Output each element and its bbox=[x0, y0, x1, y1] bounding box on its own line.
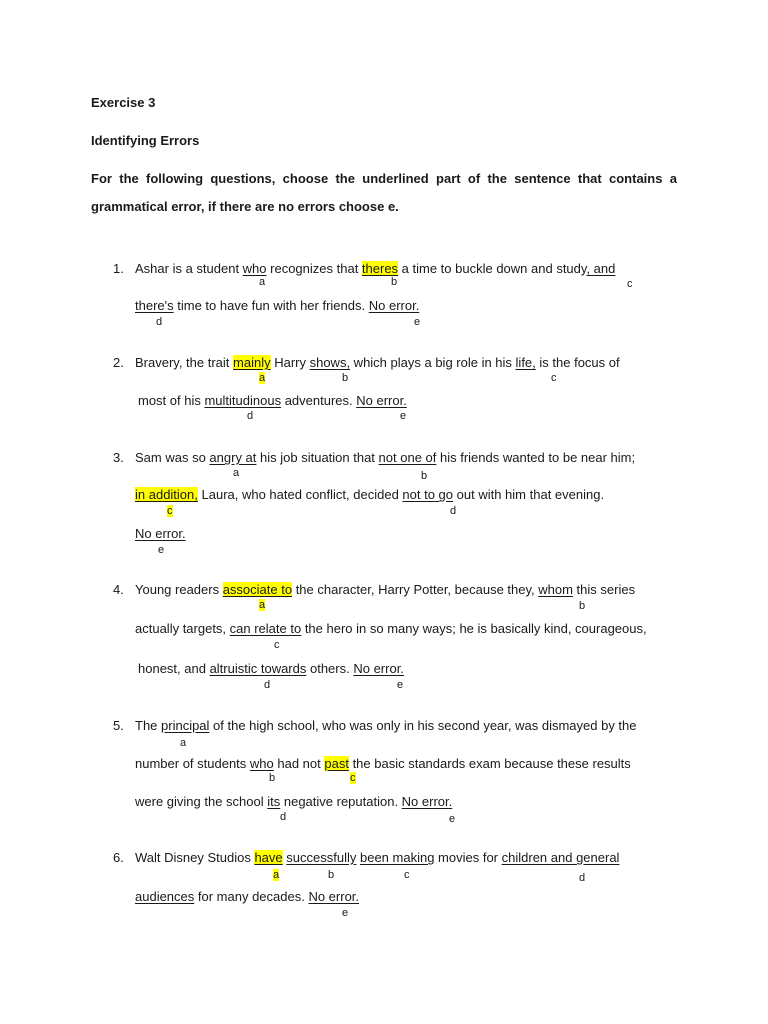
question-4-line-1: 4. Young readers associate to the character, Harry Potter, because they, whom this series bbox=[113, 582, 636, 597]
option-b: not one of bbox=[378, 450, 437, 465]
option-label: e bbox=[449, 813, 456, 825]
option-e: No error. bbox=[356, 393, 407, 408]
option-e: No error. bbox=[353, 661, 404, 676]
question-number: 2. bbox=[113, 355, 124, 370]
instructions-line-1: For the following questions, choose the underlined part of the sentence that contains a bbox=[91, 171, 677, 186]
question-number: 6. bbox=[113, 850, 124, 865]
option-label: e bbox=[400, 410, 407, 422]
option-label: e bbox=[397, 679, 404, 691]
question-number: 3. bbox=[113, 450, 124, 465]
option-label: b bbox=[391, 276, 398, 288]
option-label: e bbox=[342, 907, 349, 919]
option-label: a bbox=[259, 276, 266, 288]
section-title: Identifying Errors bbox=[91, 133, 200, 148]
option-label: d bbox=[450, 505, 457, 517]
option-b: shows, bbox=[309, 355, 351, 370]
option-d: multitudinous bbox=[204, 393, 282, 408]
question-3-line-3 bbox=[135, 526, 186, 542]
option-label: c bbox=[167, 505, 173, 517]
option-label: c bbox=[627, 278, 633, 290]
option-a: have bbox=[254, 850, 283, 865]
option-c: in addition, bbox=[135, 487, 198, 502]
option-d: audiences bbox=[135, 889, 195, 904]
option-e: No error. bbox=[135, 526, 186, 541]
option-label: a bbox=[273, 869, 280, 881]
option-label: a bbox=[180, 737, 187, 749]
question-5-line-3: were giving the school its negative reputation. No error. bbox=[135, 794, 453, 809]
exercise-title: Exercise 3 bbox=[91, 95, 156, 110]
question-4-line-2: actually targets, can relate to the hero in so many ways; he is basically kind, courageous, bbox=[135, 621, 647, 636]
option-label: a bbox=[259, 599, 266, 611]
question-5-line-1: 5. The principal of the high school, who was only in his second year, was dismayed by the bbox=[113, 718, 637, 733]
option-d: altruistic towards bbox=[209, 661, 307, 676]
question-number: 4. bbox=[113, 582, 124, 597]
question-1-line-2: there's time to have fun with her friends. No error. bbox=[135, 298, 420, 313]
option-label: b bbox=[269, 772, 276, 784]
option-b: who bbox=[249, 756, 274, 771]
option-e: No error. bbox=[401, 794, 453, 809]
option-label: a bbox=[259, 372, 266, 384]
option-c: , and bbox=[586, 261, 616, 276]
option-d: its bbox=[267, 794, 281, 809]
question-2-line-1: 2. Bravery, the trait mainly Harry shows, which plays a big role in his life, is the focus of bbox=[113, 355, 620, 370]
question-6-line-2: audiences for many decades. No error. bbox=[135, 889, 360, 904]
option-b: whom bbox=[538, 582, 573, 597]
question-3-line-1: 3. Sam was so angry at his job situation that not one of his friends wanted to be near him; bbox=[113, 450, 636, 465]
option-label: d bbox=[247, 410, 254, 422]
option-a: who bbox=[242, 261, 267, 276]
option-a: mainly bbox=[233, 355, 271, 370]
question-4-line-3: honest, and altruistic towards others. No error. bbox=[138, 661, 404, 676]
option-label: a bbox=[233, 467, 240, 479]
option-e: No error. bbox=[368, 298, 420, 313]
option-c: past bbox=[324, 756, 349, 771]
option-e: No error. bbox=[308, 889, 360, 904]
option-a: associate to bbox=[222, 582, 293, 597]
option-label: b bbox=[579, 600, 586, 612]
question-2-line-2: most of his multitudinous adventures. No error. bbox=[138, 393, 407, 408]
question-3-line-2: in addition, Laura, who hated conflict, decided not to go out with him that evening. bbox=[135, 487, 605, 502]
option-d: there's bbox=[135, 298, 174, 313]
option-b: successfully bbox=[286, 850, 357, 865]
option-d: children and general bbox=[501, 850, 620, 865]
instructions-line-2: grammatical error, if there are no errors choose e. bbox=[91, 199, 399, 214]
option-label: c bbox=[274, 639, 280, 651]
option-label: c bbox=[350, 772, 356, 784]
question-number: 1. bbox=[113, 261, 124, 276]
option-label: d bbox=[264, 679, 271, 691]
option-label: d bbox=[156, 316, 163, 328]
option-label: c bbox=[404, 869, 410, 881]
option-a: principal bbox=[161, 718, 210, 733]
question-number: 5. bbox=[113, 718, 124, 733]
question-6-line-1: 6. Walt Disney Studios have successfully been making movies for children and general bbox=[113, 850, 620, 865]
option-label: b bbox=[421, 470, 428, 482]
option-b: theres bbox=[361, 261, 399, 276]
option-label: c bbox=[551, 372, 557, 384]
question-5-line-2: number of students who had not past the basic standards exam because these results bbox=[135, 756, 631, 771]
question-1-line-1: 1. Ashar is a student who recognizes that theres a time to buckle down and study, and bbox=[113, 261, 616, 276]
option-label: d bbox=[280, 811, 287, 823]
option-label: b bbox=[328, 869, 335, 881]
option-label: e bbox=[414, 316, 421, 328]
option-c: been making bbox=[359, 850, 435, 865]
option-label: d bbox=[579, 872, 586, 884]
option-c: life, bbox=[515, 355, 536, 370]
option-a: angry at bbox=[209, 450, 257, 465]
option-label: e bbox=[158, 544, 165, 556]
option-d: not to go bbox=[402, 487, 454, 502]
option-c: can relate to bbox=[229, 621, 302, 636]
option-label: b bbox=[342, 372, 349, 384]
